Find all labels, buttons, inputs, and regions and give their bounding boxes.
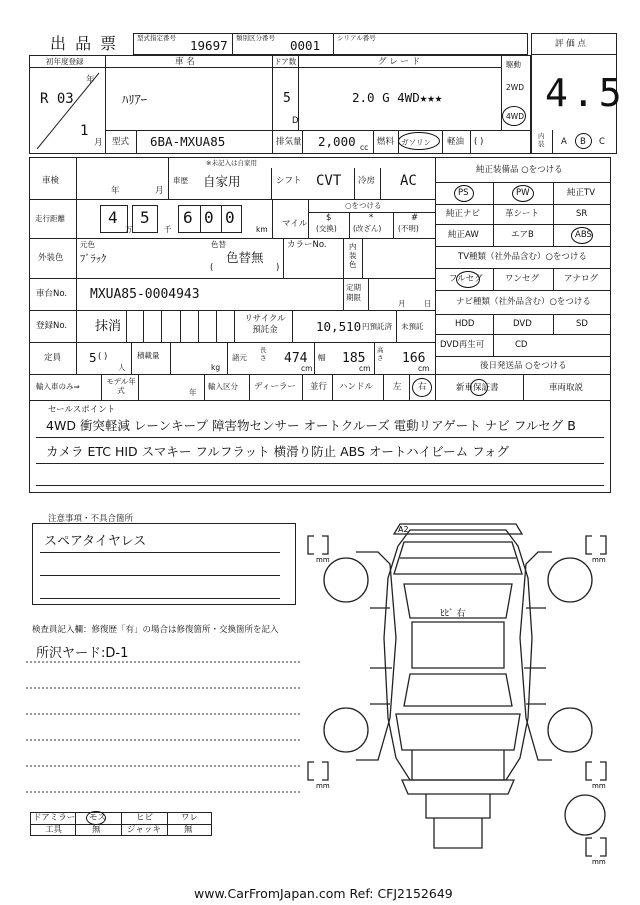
ac-label: 冷房: [358, 176, 376, 186]
sales-label: セールスポイント: [48, 405, 116, 415]
import-class-label: 輸入区分: [208, 382, 238, 391]
mileage-digit-1: 4: [108, 208, 118, 227]
drive-4wd-circle: [502, 106, 526, 126]
color-no-label: カラーNo.: [287, 240, 327, 250]
jack-value: 無: [184, 825, 193, 835]
later-title: 後日発送品 ○をつける: [480, 361, 567, 371]
chassis-value: MXUA85-0004943: [90, 287, 200, 302]
interior-label: 内装: [538, 132, 545, 148]
equip-ps-circle: [454, 185, 474, 202]
navi-hdd: HDD: [455, 319, 475, 329]
inspector-text: 所沢ヤード:D-1: [36, 646, 129, 661]
opt-exchange: (交換): [316, 224, 337, 233]
mileage-man: 万: [125, 225, 133, 234]
inspector-dotted-lines: [26, 660, 302, 810]
model-no-label: 型式指定番号: [137, 34, 176, 42]
interior-a: A: [561, 137, 567, 147]
serial-label: シリアル番号: [337, 34, 376, 42]
interior-b-circle: [575, 133, 592, 149]
reg-label: 登録No.: [36, 321, 68, 331]
inspector-label: 検査員記入欄：修復歴「有」の場合は修復箇所・交換箇所を記入: [32, 625, 279, 635]
handle-right-circle: [412, 378, 432, 397]
disp-unit: cc: [360, 143, 369, 152]
color-label: 外装色: [38, 253, 64, 263]
model-year-unit: 年: [189, 388, 197, 397]
wid-value: 185: [342, 351, 366, 366]
ac-value: AC: [400, 173, 417, 189]
len-value: 474: [284, 351, 308, 366]
orig-color-label: 元色: [80, 240, 95, 249]
unregistered-note: ※未記入は自家用: [206, 159, 257, 167]
evaluation-label: 評 価 点: [555, 39, 586, 49]
model-year-label: モデル年式: [106, 377, 136, 395]
opt-tamper: (改ざん): [353, 224, 382, 233]
navi-dvd: DVD: [513, 319, 532, 329]
dims-label: 諸元: [232, 353, 247, 362]
drive-4wd: 4WD: [506, 112, 524, 121]
doors-sub: D: [292, 116, 299, 126]
doors-value: 5: [283, 91, 291, 106]
wid-label: 幅: [318, 353, 326, 362]
load-kg: kg: [211, 363, 221, 372]
tv-fullseg-circle: [456, 271, 480, 288]
wid-unit: cm: [359, 364, 371, 373]
later-manual: 車両取説: [549, 383, 584, 393]
fuel-circle: [398, 132, 440, 150]
equip-pw-circle: [512, 185, 534, 202]
repaint-paren-l: (: [210, 263, 214, 273]
diesel-label: 軽油: [447, 137, 465, 147]
import-label: 輸入車のみ⇒: [36, 382, 80, 391]
year-unit: 年: [86, 75, 95, 85]
equip-abs: ABS: [575, 230, 592, 240]
hgt-value: 166: [402, 351, 426, 366]
inspect-year-unit: 年: [111, 186, 120, 196]
tools-label: 工具: [45, 825, 63, 835]
handle-right: 右: [418, 382, 427, 392]
inspect-label: 車検: [42, 176, 60, 186]
orig-color: ﾌﾞﾗｯｸ: [80, 253, 107, 265]
capacity-paren: ( ): [98, 352, 108, 362]
car-damage-diagram: [300, 518, 625, 868]
expire-label: 定期期限: [346, 283, 361, 302]
first-reg-label: 初年度登録: [46, 57, 84, 66]
tv-title: TV種類（社外品含む）○をつける: [458, 252, 587, 262]
mirror-circle: [86, 811, 106, 825]
mm-rear-right: mm: [592, 782, 606, 790]
equip-ps: PS: [458, 188, 469, 198]
tv-oneseg: ワンセグ: [505, 274, 540, 284]
shift-value: CVT: [316, 173, 342, 189]
tv-analog: アナログ: [564, 274, 599, 284]
mile-label: マイル: [282, 219, 308, 229]
capacity-value: 5: [89, 350, 97, 365]
equip-abs-circle: [571, 227, 593, 244]
equip-airbag: エアB: [511, 230, 534, 240]
sheet-title: 出 品 票: [50, 34, 119, 53]
tv-fullseg: フルセグ: [449, 274, 483, 284]
load-label: 積載量: [137, 351, 160, 360]
sales-line-1: 4WD 衝突軽減 レーンキープ 障害物センサー オートクルーズ 電動リアゲート ナビ フルセグ B: [46, 418, 576, 433]
drive-2wd: 2WD: [506, 83, 524, 92]
dvd-play-label: DVD再生可: [440, 340, 485, 350]
notes-text: スペアタイヤレス: [44, 534, 147, 549]
equip-tv: 純正TV: [567, 188, 596, 198]
handle-label: ハンドル: [339, 382, 374, 392]
crack-label: ヒビ: [136, 813, 154, 823]
break-label: ワレ: [181, 813, 199, 823]
expire-day-unit: 日: [424, 299, 432, 308]
first-reg-month: 1: [80, 123, 89, 139]
drive-label: 駆動: [506, 60, 521, 69]
mileage-digit-5: 0: [225, 208, 235, 227]
equip-pw: PW: [516, 188, 530, 198]
capacity-label: 定員: [44, 353, 62, 363]
recycle-note: 円預託済: [362, 322, 392, 331]
later-warranty: 新車保証書: [456, 383, 499, 393]
interior-b: B: [580, 137, 586, 147]
cd-label: CD: [515, 340, 528, 350]
reg-value: 抹消: [95, 319, 122, 334]
mirror-value: モス: [89, 813, 107, 823]
navi-sd: SD: [576, 319, 588, 329]
recycle-value: 10,510: [316, 319, 362, 334]
fuel-value: ガソリン: [401, 138, 431, 147]
interior-color-label: 内装色: [349, 242, 357, 269]
grade-title-label: グ レ ー ド: [378, 57, 421, 67]
mileage-label: 走行距離: [35, 214, 65, 223]
mileage-digit-2: 5: [140, 208, 150, 227]
grade-text: 2.0 G 4WD★★★: [352, 90, 443, 105]
mm-front-left: mm: [316, 556, 330, 564]
len-unit: cm: [301, 364, 313, 373]
history-value: 自家用: [203, 174, 241, 189]
equip-sr: SR: [576, 209, 588, 219]
first-reg-year: R 03: [40, 91, 74, 107]
repaint-paren-r: ): [276, 263, 280, 273]
class-no-label: 類別区分番号: [236, 34, 275, 42]
import-dealer: ディーラー: [254, 382, 296, 392]
model-no: 19697: [190, 38, 228, 53]
shift-label: シフト: [276, 176, 302, 186]
sales-line-2: カメラ ETC HID スマキー フルフラット 横滑り防止 ABS オートハイビーム フォグ: [46, 444, 509, 459]
later-warranty-circle: [470, 379, 488, 396]
chassis-label: 車台No.: [36, 289, 68, 299]
disp-value: 2,000: [318, 134, 356, 149]
mileage-km: km: [256, 225, 268, 234]
class-no: 0001: [290, 38, 321, 53]
equip-navi: 純正ナビ: [446, 209, 481, 219]
mirror-label: ドアミラー: [33, 813, 76, 823]
hgt-label: 高さ: [377, 346, 384, 362]
equip-aw: 純正AW: [448, 230, 479, 240]
mileage-digit-4: 0: [204, 208, 214, 227]
history-label: 車歴: [173, 176, 188, 185]
mark-a2: A2: [398, 525, 409, 534]
mark-windshield-crack: ﾋﾋﾞ 右: [440, 609, 466, 619]
navi-title: ナビ種類（社外品含む）○をつける: [456, 297, 591, 307]
len-label: 長さ: [260, 346, 267, 362]
fuel-label: 燃料: [377, 137, 395, 147]
car-name: ﾊﾘｱｰ: [122, 92, 148, 107]
odometer-circle-note: ○をつける: [345, 201, 382, 210]
car-name-label: 車 名: [175, 57, 195, 67]
footer-ref: www.CarFromJapan.com Ref: CFJ2152649: [194, 886, 453, 901]
opt-unknown: (不明): [398, 224, 419, 233]
type-value: 6BA-MXUA85: [150, 134, 226, 149]
mm-front-right: mm: [592, 556, 606, 564]
recycle-unpaid: 未預託: [401, 322, 424, 331]
handle-left: 左: [393, 382, 402, 392]
diesel-paren: ( ): [474, 137, 484, 147]
equip-leather: 革シート: [505, 209, 540, 219]
inspect-month-unit: 月: [155, 186, 164, 196]
evaluation-score: 4.5: [545, 71, 626, 115]
opt-tamper-mark: *: [369, 213, 374, 223]
mm-spare: mm: [592, 858, 606, 866]
doors-label: ドア数: [274, 57, 297, 66]
expire-month-unit: 月: [398, 299, 406, 308]
mm-rear-left: mm: [316, 782, 330, 790]
recycle-label: リサイクル預託金: [244, 314, 286, 335]
tools-value: 無: [92, 825, 101, 835]
repaint-label: 色替: [211, 240, 226, 249]
disp-label: 排気量: [276, 137, 302, 147]
mileage-digit-3: 6: [183, 208, 193, 227]
opt-unknown-mark: #: [411, 213, 419, 223]
import-parallel: 並行: [310, 382, 328, 392]
repaint-value: 色替無: [226, 250, 264, 265]
month-unit: 月: [94, 138, 103, 148]
notes-label: 注意事項・不具合箇所: [48, 514, 134, 524]
capacity-unit: 人: [118, 363, 126, 372]
opt-exchange-mark: $: [326, 213, 332, 223]
type-label: 型式: [112, 137, 130, 147]
jack-label: ジャッキ: [127, 825, 161, 835]
interior-c: C: [599, 137, 605, 147]
equip-title: 純正装備品 ○をつける: [476, 165, 563, 175]
mileage-sen: 千: [164, 225, 172, 234]
hgt-unit: cm: [418, 364, 430, 373]
